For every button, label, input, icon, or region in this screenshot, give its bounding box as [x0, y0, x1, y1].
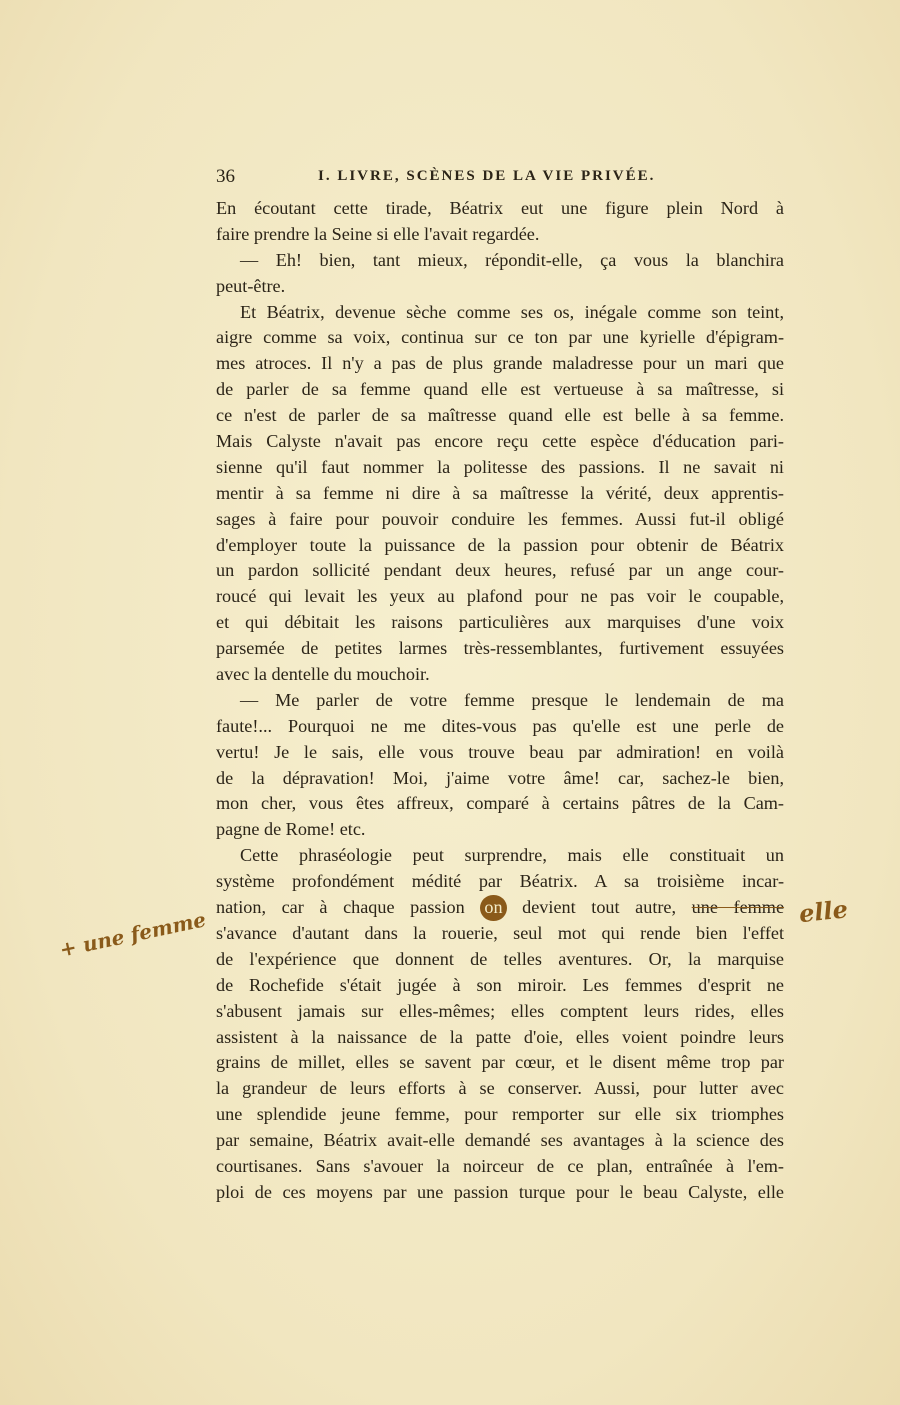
- text-line: de Rochefide s'était jugée à son miroir. Les femmes d'esprit ne: [216, 974, 784, 995]
- text-line: sages à faire pour pouvoir conduire les femmes. Aussi fut-il obligé: [216, 508, 784, 529]
- text-line: faire prendre la Seine si elle l'avait regardée.: [216, 223, 540, 244]
- text-line: mentir à sa femme ni dire à sa maîtresse la vérité, deux apprentis-: [216, 482, 784, 503]
- text-line: et qui débitait les raisons particulières aux marquises d'une voix: [216, 612, 784, 633]
- line-start: nation, car à chaque passion: [216, 897, 465, 918]
- text-line: de l'expérience que donnent de telles aventures. Or, la marquise: [216, 948, 784, 969]
- text-line: peut-être.: [216, 275, 286, 296]
- text-line: un pardon sollicité pendant deux heures, refusé par un ange cour-: [216, 560, 784, 581]
- margin-annotation-left: + une femme: [57, 907, 209, 962]
- text-line: aigre comme sa voix, continua sur ce ton par une kyrielle d'épigram-: [216, 327, 784, 348]
- text-line: ploi de ces moyens par une passion turque pour le beau Calyste, elle: [216, 1181, 784, 1202]
- page-number: 36: [216, 166, 235, 187]
- running-header: [216, 166, 784, 192]
- text-line: pagne de Rome! etc.: [216, 819, 366, 840]
- text-line: assistent à la naissance de la patte d'oie, elles voient poindre leurs: [216, 1026, 784, 1047]
- text-line: la grandeur de leurs efforts à se conserver. Aussi, pour lutter avec: [216, 1078, 784, 1099]
- text-line: système profondément médité par Béatrix. A sa troisième incar-: [216, 871, 784, 892]
- text-line: s'avance d'autant dans la rouerie, seul mot qui rende bien l'effet: [216, 922, 784, 943]
- text-line: — Eh! bien, tant mieux, répondit-elle, ça vous la blanchira: [240, 249, 784, 270]
- text-line: sienne qu'il faut nommer la politesse des passions. Il ne savait ni: [216, 456, 784, 477]
- text-line: une splendide jeune femme, pour remporter sur elle six triomphes: [216, 1104, 784, 1125]
- text-line-with-corrections: [216, 895, 784, 921]
- struck-words: une femme: [691, 897, 785, 918]
- text-line: ce n'est de parler de sa maîtresse quand elle est belle à sa femme.: [216, 405, 784, 426]
- running-title: I. LIVRE, SCÈNES DE LA VIE PRIVÉE.: [318, 168, 656, 184]
- text-line: par semaine, Béatrix avait-elle demandé ses avantages à la science des: [216, 1130, 784, 1151]
- text-line: En écoutant cette tirade, Béatrix eut une figure plein Nord à: [216, 198, 784, 218]
- text-line: Cette phraséologie peut surprendre, mais elle constituait un: [240, 845, 784, 866]
- text-line: s'abusent jamais sur elles-mêmes; elles comptent leurs rides, elles: [216, 1000, 784, 1021]
- text-line: parsemée de petites larmes très-ressemblantes, furtivement essuyées: [216, 638, 784, 659]
- text-line: de la dépravation! Moi, j'aime votre âme! car, sachez-le bien,: [216, 767, 784, 788]
- text-line: — Me parler de votre femme presque le lendemain de ma: [240, 689, 784, 710]
- text-line: courtisanes. Sans s'avouer la noirceur de ce plan, entraînée à l'em-: [216, 1155, 784, 1176]
- text-line: Mais Calyste n'avait pas encore reçu cette espèce d'éducation pari-: [216, 431, 784, 452]
- text-line: mes atroces. Il n'y a pas de plus grande maladresse pour un mari que: [216, 353, 784, 374]
- body-text: [216, 196, 784, 1206]
- text-line: faute!... Pourquoi ne me dites-vous pas qu'elle est une perle de: [216, 715, 784, 736]
- text-line: roucé qui levait les yeux au plafond pour ne pas voir le coupable,: [216, 586, 784, 607]
- corrected-word: on: [480, 895, 506, 921]
- text-line: vertu! Je le sais, elle vous trouve beau par admiration! en voilà: [216, 741, 784, 762]
- line-middle: devient tout autre,: [522, 897, 677, 918]
- text-line: grains de millet, elles se savent par cœur, et le disent même trop par: [216, 1052, 784, 1073]
- text-line: Et Béatrix, devenue sèche comme ses os, inégale comme son teint,: [240, 301, 784, 322]
- margin-annotation-right: elle: [797, 894, 850, 929]
- text-line: avec la dentelle du mouchoir.: [216, 664, 430, 685]
- text-line: d'employer toute la puissance de la passion pour obtenir de Béatrix: [216, 534, 784, 555]
- text-line: mon cher, vous êtes affreux, comparé à certains pâtres de la Cam-: [216, 793, 784, 814]
- text-line: de parler de sa femme quand elle est vertueuse à sa maîtresse, si: [216, 379, 784, 400]
